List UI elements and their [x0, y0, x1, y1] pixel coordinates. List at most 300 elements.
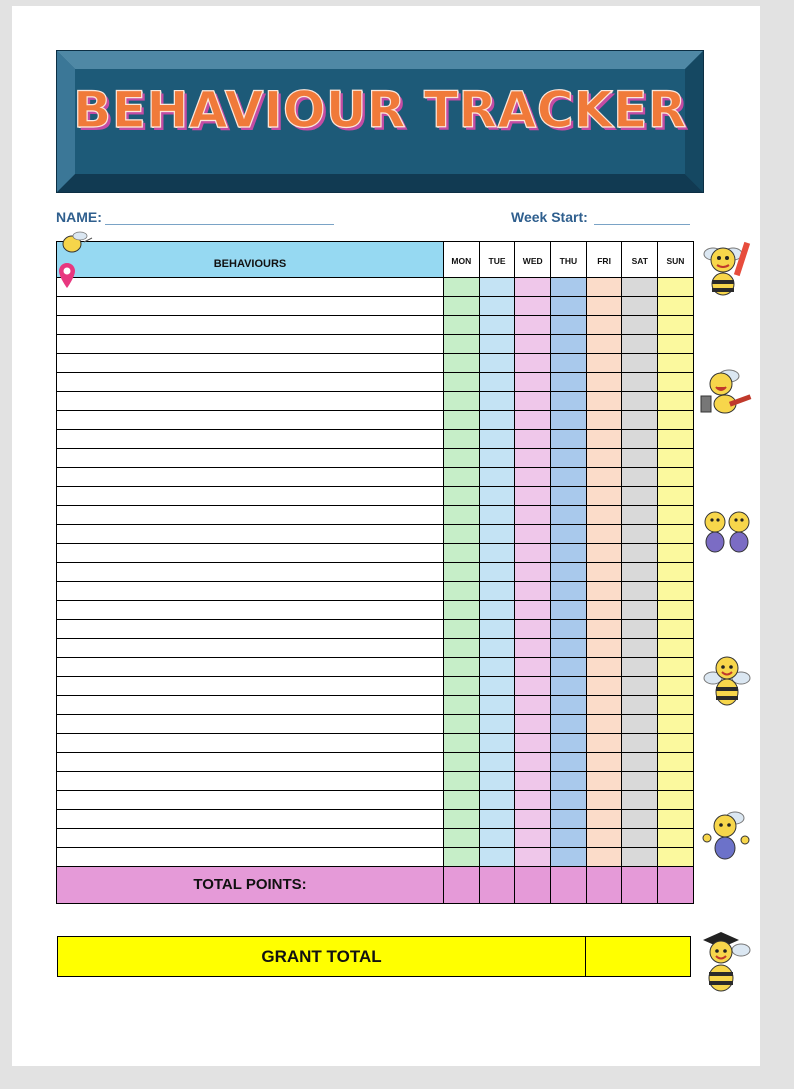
day-cell-thu[interactable]	[551, 772, 587, 791]
waving-bee-icon	[699, 652, 755, 710]
table-row	[57, 525, 694, 544]
day-cell-tue[interactable]	[480, 582, 516, 601]
week-start-field[interactable]	[594, 224, 690, 225]
table-row	[57, 753, 694, 772]
total-cell-thu[interactable]	[551, 867, 587, 904]
behaviour-cell[interactable]	[57, 430, 444, 449]
day-cell-wed[interactable]	[515, 449, 551, 468]
day-cell-sat[interactable]	[622, 487, 658, 506]
day-cell-sun[interactable]	[658, 354, 694, 373]
day-cell-sun[interactable]	[658, 563, 694, 582]
day-cell-fri[interactable]	[587, 734, 623, 753]
day-cell-fri[interactable]	[587, 829, 623, 848]
behaviour-cell[interactable]	[57, 335, 444, 354]
day-cell-sun[interactable]	[658, 620, 694, 639]
small-bee-icon	[58, 228, 94, 256]
day-cell-thu[interactable]	[551, 487, 587, 506]
day-cell-sun[interactable]	[658, 430, 694, 449]
behaviour-cell[interactable]	[57, 810, 444, 829]
day-cell-sun[interactable]	[658, 658, 694, 677]
day-cell-sun[interactable]	[658, 810, 694, 829]
day-cell-sat[interactable]	[622, 354, 658, 373]
table-row	[57, 734, 694, 753]
day-cell-tue[interactable]	[480, 278, 516, 297]
day-cell-tue[interactable]	[480, 620, 516, 639]
day-cell-tue[interactable]	[480, 829, 516, 848]
day-cell-thu[interactable]	[551, 411, 587, 430]
day-cell-sat[interactable]	[622, 525, 658, 544]
total-cell-fri[interactable]	[587, 867, 623, 904]
day-cell-thu[interactable]	[551, 430, 587, 449]
day-cell-tue[interactable]	[480, 468, 516, 487]
day-cell-fri[interactable]	[587, 411, 623, 430]
day-cell-mon[interactable]	[444, 601, 480, 620]
table-row	[57, 810, 694, 829]
two-bees-icon	[699, 504, 755, 558]
week-start-label: Week Start:	[511, 209, 588, 225]
behaviour-cell[interactable]	[57, 677, 444, 696]
day-cell-sat[interactable]	[622, 639, 658, 658]
day-cell-sat[interactable]	[622, 335, 658, 354]
grand-total-row	[57, 936, 691, 977]
behaviour-cell[interactable]	[57, 316, 444, 335]
day-cell-mon[interactable]	[444, 544, 480, 563]
day-cell-wed[interactable]	[515, 411, 551, 430]
day-cell-mon[interactable]	[444, 848, 480, 867]
day-cell-fri[interactable]	[587, 335, 623, 354]
behaviour-cell[interactable]	[57, 411, 444, 430]
day-cell-sun[interactable]	[658, 449, 694, 468]
table-row	[57, 677, 694, 696]
behaviour-cell[interactable]	[57, 563, 444, 582]
day-cell-mon[interactable]	[444, 677, 480, 696]
day-cell-wed[interactable]	[515, 696, 551, 715]
day-cell-fri[interactable]	[587, 468, 623, 487]
behaviour-cell[interactable]	[57, 449, 444, 468]
day-cell-sun[interactable]	[658, 278, 694, 297]
day-cell-sat[interactable]	[622, 297, 658, 316]
table-row	[57, 430, 694, 449]
day-cell-wed[interactable]	[515, 373, 551, 392]
day-cell-sat[interactable]	[622, 658, 658, 677]
table-row	[57, 449, 694, 468]
day-cell-fri[interactable]	[587, 582, 623, 601]
day-cell-mon[interactable]	[444, 715, 480, 734]
day-cell-thu[interactable]	[551, 335, 587, 354]
day-cell-sun[interactable]	[658, 297, 694, 316]
day-cell-thu[interactable]	[551, 506, 587, 525]
day-cell-wed[interactable]	[515, 335, 551, 354]
day-cell-wed[interactable]	[515, 582, 551, 601]
day-cell-fri[interactable]	[587, 487, 623, 506]
behaviour-cell[interactable]	[57, 848, 444, 867]
table-header-row	[57, 242, 694, 278]
day-cell-wed[interactable]	[515, 639, 551, 658]
behaviour-cell[interactable]	[57, 392, 444, 411]
day-cell-wed[interactable]	[515, 620, 551, 639]
table-row	[57, 468, 694, 487]
day-cell-fri[interactable]	[587, 848, 623, 867]
total-cell-wed[interactable]	[515, 867, 551, 904]
day-cell-wed[interactable]	[515, 734, 551, 753]
behaviour-cell[interactable]	[57, 620, 444, 639]
table-row	[57, 829, 694, 848]
day-cell-thu[interactable]	[551, 563, 587, 582]
behaviour-cell[interactable]	[57, 829, 444, 848]
day-cell-mon[interactable]	[444, 582, 480, 601]
behaviour-cell[interactable]	[57, 468, 444, 487]
day-cell-tue[interactable]	[480, 772, 516, 791]
bee-with-guitar-icon	[699, 366, 755, 418]
thumbs-up-bee-icon	[699, 808, 755, 864]
day-cell-thu[interactable]	[551, 278, 587, 297]
day-cell-fri[interactable]	[587, 791, 623, 810]
day-cell-mon[interactable]	[444, 449, 480, 468]
day-cell-sat[interactable]	[622, 848, 658, 867]
day-cell-wed[interactable]	[515, 658, 551, 677]
day-cell-wed[interactable]	[515, 487, 551, 506]
day-cell-mon[interactable]	[444, 791, 480, 810]
day-cell-sat[interactable]	[622, 278, 658, 297]
day-cell-mon[interactable]	[444, 354, 480, 373]
day-cell-sat[interactable]	[622, 411, 658, 430]
day-cell-tue[interactable]	[480, 506, 516, 525]
day-cell-sat[interactable]	[622, 677, 658, 696]
day-cell-wed[interactable]	[515, 278, 551, 297]
day-cell-sat[interactable]	[622, 791, 658, 810]
day-cell-sat[interactable]	[622, 468, 658, 487]
day-cell-sun[interactable]	[658, 316, 694, 335]
table-row	[57, 354, 694, 373]
day-cell-wed[interactable]	[515, 753, 551, 772]
total-cell-sun[interactable]	[658, 867, 694, 904]
day-cell-mon[interactable]	[444, 506, 480, 525]
day-header-mon: MON	[444, 242, 480, 278]
day-cell-thu[interactable]	[551, 848, 587, 867]
day-cell-sun[interactable]	[658, 373, 694, 392]
table-row	[57, 639, 694, 658]
day-cell-sun[interactable]	[658, 335, 694, 354]
day-cell-wed[interactable]	[515, 297, 551, 316]
title-banner	[56, 50, 704, 193]
day-cell-mon[interactable]	[444, 734, 480, 753]
day-cell-thu[interactable]	[551, 620, 587, 639]
day-cell-sat[interactable]	[622, 544, 658, 563]
day-cell-thu[interactable]	[551, 392, 587, 411]
day-cell-wed[interactable]	[515, 525, 551, 544]
day-cell-wed[interactable]	[515, 810, 551, 829]
day-cell-mon[interactable]	[444, 829, 480, 848]
day-cell-thu[interactable]	[551, 373, 587, 392]
day-cell-sun[interactable]	[658, 506, 694, 525]
table-row	[57, 411, 694, 430]
day-header-sat: SAT	[622, 242, 658, 278]
day-cell-wed[interactable]	[515, 829, 551, 848]
day-cell-sun[interactable]	[658, 639, 694, 658]
behaviour-table	[56, 241, 694, 904]
behaviour-cell[interactable]	[57, 734, 444, 753]
day-cell-tue[interactable]	[480, 810, 516, 829]
day-cell-wed[interactable]	[515, 563, 551, 582]
day-cell-sat[interactable]	[622, 829, 658, 848]
day-cell-tue[interactable]	[480, 430, 516, 449]
day-cell-fri[interactable]	[587, 810, 623, 829]
day-cell-thu[interactable]	[551, 734, 587, 753]
day-cell-fri[interactable]	[587, 392, 623, 411]
day-cell-sun[interactable]	[658, 734, 694, 753]
table-row	[57, 696, 694, 715]
behaviour-cell[interactable]	[57, 487, 444, 506]
day-cell-fri[interactable]	[587, 449, 623, 468]
day-cell-fri[interactable]	[587, 715, 623, 734]
day-cell-thu[interactable]	[551, 468, 587, 487]
behaviour-cell[interactable]	[57, 297, 444, 316]
day-cell-fri[interactable]	[587, 506, 623, 525]
day-cell-mon[interactable]	[444, 658, 480, 677]
day-cell-sat[interactable]	[622, 772, 658, 791]
day-cell-tue[interactable]	[480, 392, 516, 411]
day-cell-tue[interactable]	[480, 639, 516, 658]
day-cell-mon[interactable]	[444, 810, 480, 829]
day-cell-fri[interactable]	[587, 658, 623, 677]
table-row	[57, 582, 694, 601]
day-cell-wed[interactable]	[515, 430, 551, 449]
day-cell-wed[interactable]	[515, 354, 551, 373]
day-cell-sat[interactable]	[622, 810, 658, 829]
day-cell-sat[interactable]	[622, 753, 658, 772]
day-cell-mon[interactable]	[444, 639, 480, 658]
day-cell-thu[interactable]	[551, 810, 587, 829]
day-cell-wed[interactable]	[515, 392, 551, 411]
day-cell-thu[interactable]	[551, 525, 587, 544]
behaviour-cell[interactable]	[57, 601, 444, 620]
day-cell-tue[interactable]	[480, 791, 516, 810]
day-cell-tue[interactable]	[480, 658, 516, 677]
day-cell-sun[interactable]	[658, 544, 694, 563]
day-cell-wed[interactable]	[515, 468, 551, 487]
day-cell-fri[interactable]	[587, 354, 623, 373]
table-row	[57, 715, 694, 734]
day-cell-tue[interactable]	[480, 335, 516, 354]
day-cell-wed[interactable]	[515, 677, 551, 696]
day-cell-sun[interactable]	[658, 715, 694, 734]
day-cell-tue[interactable]	[480, 544, 516, 563]
day-cell-tue[interactable]	[480, 525, 516, 544]
day-cell-sat[interactable]	[622, 430, 658, 449]
day-cell-thu[interactable]	[551, 753, 587, 772]
day-cell-wed[interactable]	[515, 506, 551, 525]
behaviour-cell[interactable]	[57, 582, 444, 601]
day-cell-thu[interactable]	[551, 677, 587, 696]
day-cell-sat[interactable]	[622, 373, 658, 392]
day-cell-sun[interactable]	[658, 601, 694, 620]
day-header-fri: FRI	[587, 242, 623, 278]
day-cell-mon[interactable]	[444, 563, 480, 582]
table-row	[57, 278, 694, 297]
day-cell-mon[interactable]	[444, 620, 480, 639]
day-cell-thu[interactable]	[551, 696, 587, 715]
day-cell-tue[interactable]	[480, 449, 516, 468]
behaviour-cell[interactable]	[57, 373, 444, 392]
behaviour-cell[interactable]	[57, 278, 444, 297]
day-cell-sun[interactable]	[658, 829, 694, 848]
day-cell-fri[interactable]	[587, 430, 623, 449]
day-cell-sat[interactable]	[622, 506, 658, 525]
day-cell-sun[interactable]	[658, 392, 694, 411]
day-cell-fri[interactable]	[587, 316, 623, 335]
behaviour-cell[interactable]	[57, 715, 444, 734]
day-cell-mon[interactable]	[444, 278, 480, 297]
day-cell-tue[interactable]	[480, 601, 516, 620]
day-cell-mon[interactable]	[444, 772, 480, 791]
total-cell-sat[interactable]	[622, 867, 658, 904]
day-cell-sat[interactable]	[622, 620, 658, 639]
behaviour-cell[interactable]	[57, 753, 444, 772]
day-cell-fri[interactable]	[587, 677, 623, 696]
day-cell-sat[interactable]	[622, 582, 658, 601]
day-cell-tue[interactable]	[480, 696, 516, 715]
total-cell-mon[interactable]	[444, 867, 480, 904]
day-cell-tue[interactable]	[480, 677, 516, 696]
day-cell-fri[interactable]	[587, 639, 623, 658]
day-cell-mon[interactable]	[444, 297, 480, 316]
day-cell-tue[interactable]	[480, 354, 516, 373]
table-row	[57, 506, 694, 525]
day-cell-wed[interactable]	[515, 791, 551, 810]
table-row	[57, 791, 694, 810]
day-cell-fri[interactable]	[587, 525, 623, 544]
day-cell-mon[interactable]	[444, 392, 480, 411]
total-cell-tue[interactable]	[480, 867, 516, 904]
behaviour-cell[interactable]	[57, 506, 444, 525]
day-header-tue: TUE	[480, 242, 516, 278]
day-cell-sun[interactable]	[658, 525, 694, 544]
day-cell-mon[interactable]	[444, 411, 480, 430]
day-cell-thu[interactable]	[551, 639, 587, 658]
day-cell-tue[interactable]	[480, 563, 516, 582]
day-cell-fri[interactable]	[587, 278, 623, 297]
day-cell-sun[interactable]	[658, 677, 694, 696]
day-cell-tue[interactable]	[480, 848, 516, 867]
day-cell-wed[interactable]	[515, 544, 551, 563]
day-cell-mon[interactable]	[444, 373, 480, 392]
day-cell-thu[interactable]	[551, 829, 587, 848]
day-cell-tue[interactable]	[480, 753, 516, 772]
day-cell-tue[interactable]	[480, 715, 516, 734]
day-cell-wed[interactable]	[515, 316, 551, 335]
day-cell-sun[interactable]	[658, 772, 694, 791]
table-row	[57, 848, 694, 867]
day-cell-mon[interactable]	[444, 430, 480, 449]
table-row	[57, 658, 694, 677]
day-cell-thu[interactable]	[551, 297, 587, 316]
day-cell-fri[interactable]	[587, 544, 623, 563]
day-cell-thu[interactable]	[551, 601, 587, 620]
day-cell-mon[interactable]	[444, 696, 480, 715]
day-cell-sat[interactable]	[622, 696, 658, 715]
day-header-thu: THU	[551, 242, 587, 278]
day-cell-sun[interactable]	[658, 411, 694, 430]
day-cell-fri[interactable]	[587, 601, 623, 620]
table-row	[57, 601, 694, 620]
day-cell-thu[interactable]	[551, 715, 587, 734]
day-cell-thu[interactable]	[551, 791, 587, 810]
day-cell-tue[interactable]	[480, 734, 516, 753]
day-cell-sat[interactable]	[622, 449, 658, 468]
day-cell-thu[interactable]	[551, 658, 587, 677]
day-cell-mon[interactable]	[444, 468, 480, 487]
day-cell-mon[interactable]	[444, 487, 480, 506]
grand-total-value[interactable]	[586, 937, 690, 976]
day-cell-fri[interactable]	[587, 373, 623, 392]
day-cell-wed[interactable]	[515, 715, 551, 734]
day-cell-fri[interactable]	[587, 772, 623, 791]
behaviour-cell[interactable]	[57, 772, 444, 791]
day-cell-sun[interactable]	[658, 582, 694, 601]
day-cell-sun[interactable]	[658, 487, 694, 506]
behaviour-cell[interactable]	[57, 791, 444, 810]
day-cell-sun[interactable]	[658, 696, 694, 715]
day-cell-sun[interactable]	[658, 848, 694, 867]
day-cell-sat[interactable]	[622, 563, 658, 582]
behaviour-cell[interactable]	[57, 354, 444, 373]
table-row	[57, 373, 694, 392]
day-cell-fri[interactable]	[587, 297, 623, 316]
day-cell-thu[interactable]	[551, 544, 587, 563]
table-row	[57, 544, 694, 563]
day-cell-wed[interactable]	[515, 772, 551, 791]
day-cell-thu[interactable]	[551, 354, 587, 373]
day-cell-sat[interactable]	[622, 715, 658, 734]
day-cell-sat[interactable]	[622, 392, 658, 411]
day-cell-tue[interactable]	[480, 411, 516, 430]
behaviour-cell[interactable]	[57, 525, 444, 544]
table-row	[57, 772, 694, 791]
total-points-label: TOTAL POINTS:	[57, 867, 444, 904]
day-cell-tue[interactable]	[480, 297, 516, 316]
day-cell-mon[interactable]	[444, 753, 480, 772]
day-cell-mon[interactable]	[444, 525, 480, 544]
graduate-bee-icon	[697, 926, 755, 994]
day-cell-fri[interactable]	[587, 753, 623, 772]
day-cell-tue[interactable]	[480, 487, 516, 506]
name-field[interactable]	[105, 224, 334, 225]
day-cell-fri[interactable]	[587, 696, 623, 715]
behaviour-cell[interactable]	[57, 658, 444, 677]
day-cell-fri[interactable]	[587, 620, 623, 639]
day-cell-sun[interactable]	[658, 753, 694, 772]
day-cell-wed[interactable]	[515, 848, 551, 867]
day-cell-thu[interactable]	[551, 449, 587, 468]
day-cell-wed[interactable]	[515, 601, 551, 620]
day-cell-mon[interactable]	[444, 335, 480, 354]
day-cell-sun[interactable]	[658, 468, 694, 487]
day-cell-mon[interactable]	[444, 316, 480, 335]
behaviour-cell[interactable]	[57, 544, 444, 563]
behaviour-cell[interactable]	[57, 696, 444, 715]
grand-total-label: GRANT TOTAL	[58, 937, 586, 976]
day-cell-sat[interactable]	[622, 316, 658, 335]
day-cell-tue[interactable]	[480, 373, 516, 392]
day-cell-sat[interactable]	[622, 601, 658, 620]
day-cell-thu[interactable]	[551, 316, 587, 335]
day-cell-thu[interactable]	[551, 582, 587, 601]
behaviour-cell[interactable]	[57, 639, 444, 658]
day-cell-sat[interactable]	[622, 734, 658, 753]
day-cell-fri[interactable]	[587, 563, 623, 582]
day-cell-tue[interactable]	[480, 316, 516, 335]
day-cell-sun[interactable]	[658, 791, 694, 810]
